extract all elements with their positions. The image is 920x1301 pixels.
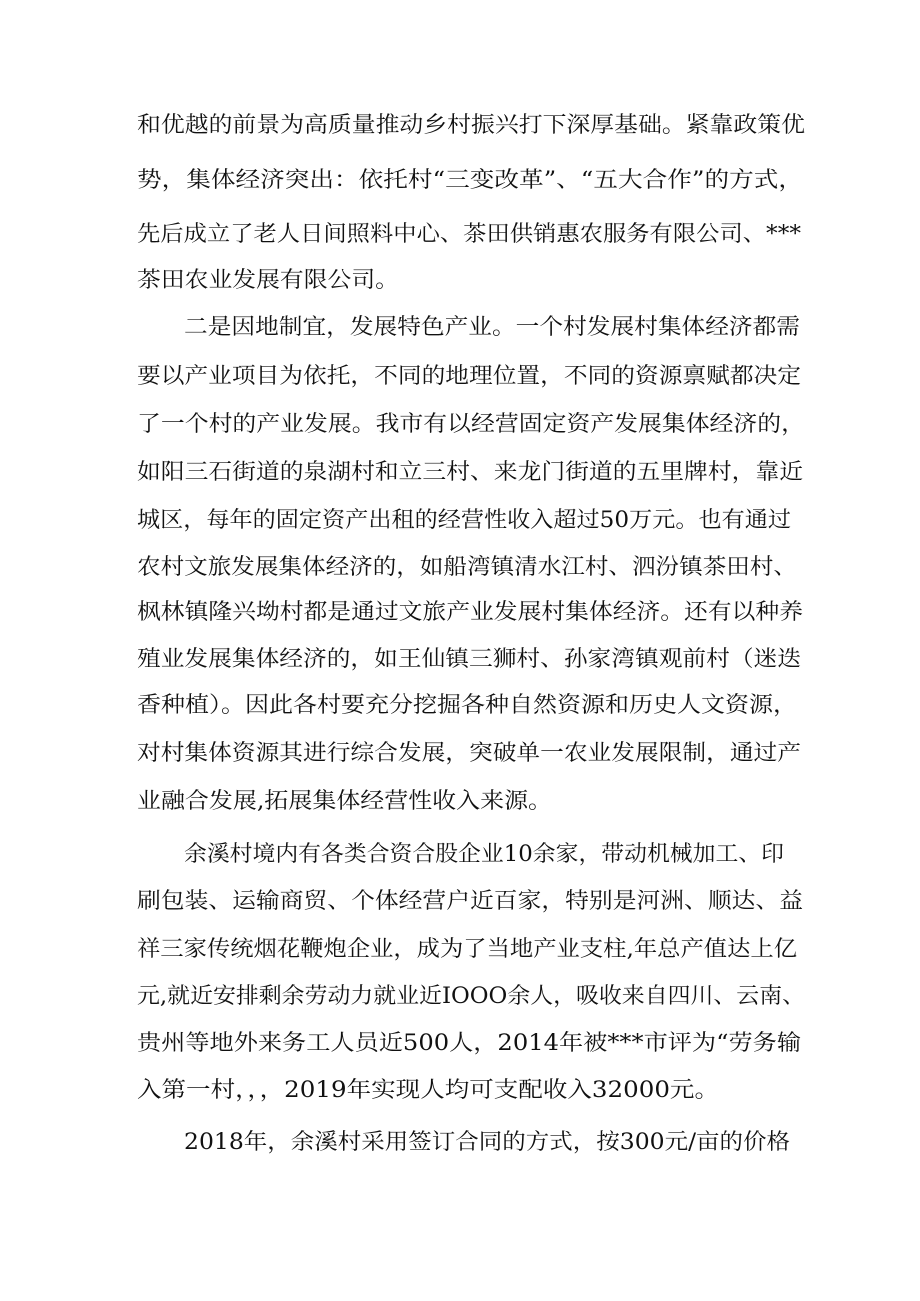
paragraph-first-line <box>0 832 920 878</box>
body-line-text: 祥三家传统烟花鞭炮企业，成为了当地产业支柱,年总产值达上亿 <box>137 937 797 962</box>
body-line-text: 刷包装、运输商贸、个体经营户近百家，特别是河洲、顺达、益 <box>137 889 803 914</box>
body-line <box>0 450 920 496</box>
body-line-text: 元,就近安排剩余劳动力就业近IOOO余人，吸收来自四川、云南、 <box>137 984 805 1009</box>
body-line <box>0 545 920 591</box>
body-line-text: 如阳三石街道的泉湖村和立三村、来龙门街道的五里牌村，靠近 <box>137 460 803 485</box>
body-line <box>0 927 920 973</box>
body-line-text: 和优越的前景为高质量推动乡村振兴打下深厚基础。紧靠政策优 <box>137 113 806 138</box>
body-line <box>0 974 920 1020</box>
body-line-text: 余溪村境内有各类合资合股企业10余家，带动机械加工、印 <box>184 842 784 867</box>
body-line <box>0 637 920 683</box>
body-line <box>0 879 920 925</box>
body-line-text: 香种植）。因此各村要充分挖掘各种自然资源和历史人文资源， <box>137 693 797 718</box>
body-line <box>0 683 920 729</box>
body-line <box>0 590 920 636</box>
body-line <box>0 212 920 258</box>
body-line <box>0 158 920 204</box>
body-line-text: 了一个村的产业发展。我市有以经营固定资产发展集体经济的， <box>137 412 806 437</box>
paragraph-first-line <box>0 1120 920 1166</box>
body-line-text: 二是因地制宜，发展特色产业。一个村发展村集体经济都需 <box>184 315 800 340</box>
body-line-text: 要以产业项目为依托，不同的地理位置，不同的资源禀赋都决定 <box>137 364 801 389</box>
body-line-text: 茶田农业发展有限公司。 <box>137 268 399 293</box>
body-line <box>0 258 920 304</box>
body-line-text: 对村集体资源其进行综合发展，突破单一农业发展限制，通过产 <box>137 741 801 766</box>
body-line-text: 业融合发展,拓展集体经营性收入来源。 <box>137 789 552 814</box>
body-line-text: 农村文旅发展集体经济的，如船湾镇清水江村、泗汾镇茶田村、 <box>137 555 797 580</box>
body-line <box>0 103 920 149</box>
body-line-text: 2018年，余溪村采用签订合同的方式，按300元/亩的价格 <box>184 1130 790 1155</box>
body-line <box>0 354 920 400</box>
body-line-text: 入第一村，，，2019年实现人均可支配收入32000元。 <box>137 1078 719 1103</box>
body-line-text: 先后成立了老人日间照料中心、茶田供销惠农服务有限公司、*** <box>137 222 801 247</box>
body-line-text: 势，集体经济突出：依托村“三变改革”、“五大合作”的方式， <box>137 168 804 193</box>
body-line-text: 枫林镇隆兴坳村都是通过文旅产业发展村集体经济。还有以种养 <box>137 600 803 625</box>
body-line <box>0 1068 920 1114</box>
body-line <box>0 731 920 777</box>
body-line <box>0 1021 920 1067</box>
body-line-text: 贵州等地外来务工人员近500人，2014年被***市评为“劳务输 <box>137 1031 801 1056</box>
body-line <box>0 402 920 448</box>
body-line-text: 殖业发展集体经济的，如王仙镇三狮村、孙家湾镇观前村（迷迭 <box>137 647 801 672</box>
body-line-text: 城区，每年的固定资产出租的经营性收入超过50万元。也有通过 <box>137 508 791 533</box>
body-line <box>0 779 920 825</box>
body-line <box>0 498 920 544</box>
paragraph-first-line <box>0 305 920 351</box>
